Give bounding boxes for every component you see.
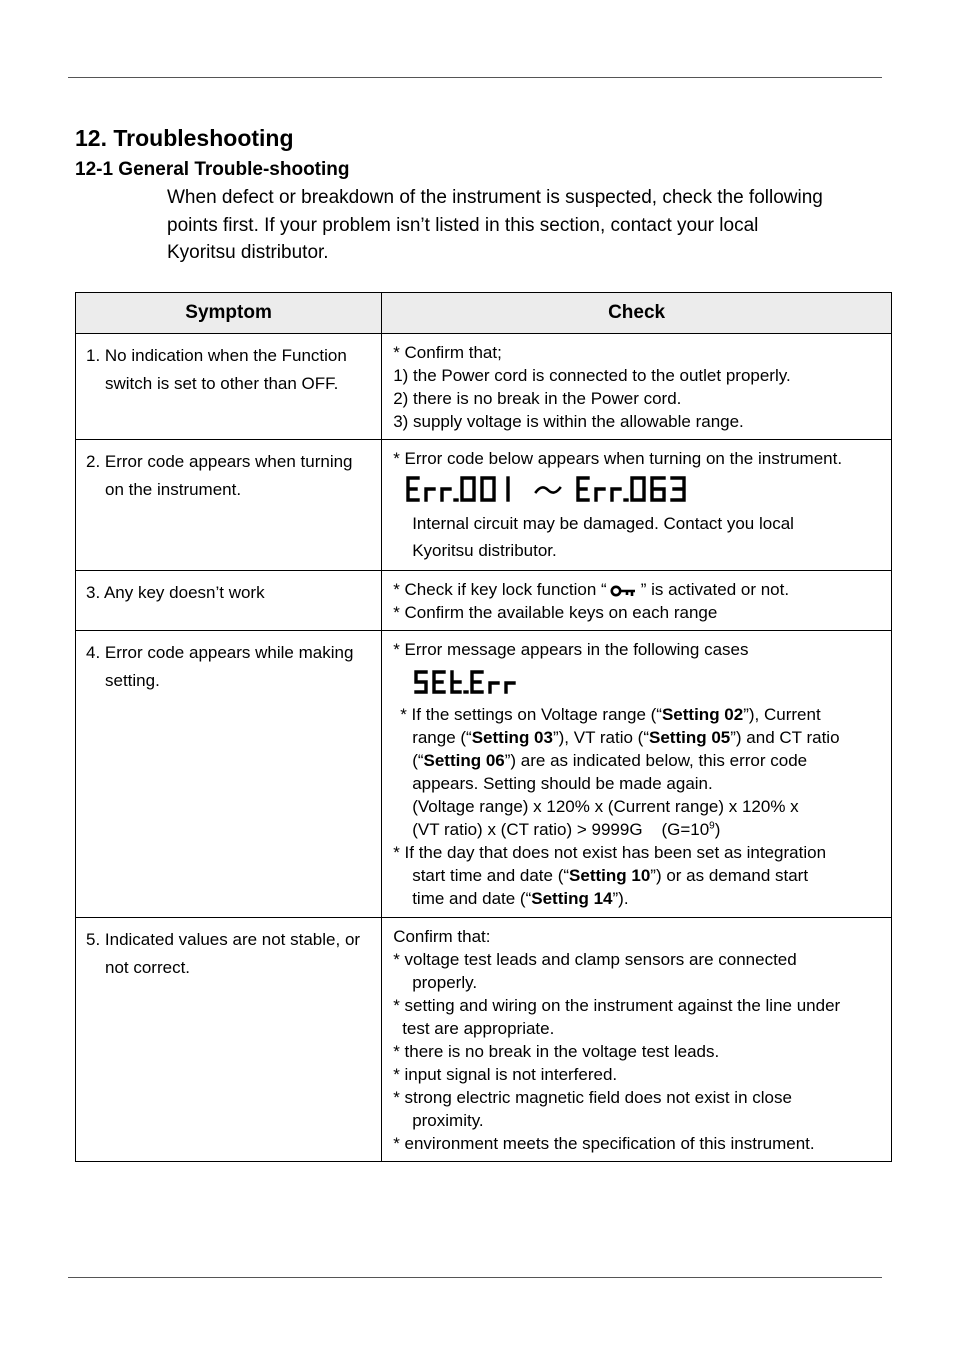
check-item: * setting and wiring on the instrument against the line under [393,996,841,1015]
check-cell [382,571,892,631]
check-bullet-settings: * If the settings on Voltage range (“Setting 02”), Current [400,705,821,724]
table-row [76,918,892,1162]
check-item-cont: proximity. [412,1111,484,1130]
check-line: 2) there is no break in the Power cord. [393,389,682,408]
check-item-cont: properly. [412,973,478,992]
error-code-display-err001-err063 [402,472,702,508]
intro-paragraph [167,184,887,267]
troubleshooting-table [75,292,892,1162]
intro-line: When defect or breakdown of the instrument is suspected, check the following [167,187,823,208]
formula-line: (VT ratio) x (CT ratio) > 9999G $(G=10^9)$ [412,820,721,839]
check-line: time and date (“Setting 14”). [412,889,629,908]
check-line: appears. Setting should be made again. [412,774,713,793]
table-row [76,440,892,571]
header-symptom: Symptom [76,293,382,334]
check-cell [382,918,892,1162]
symptom-cell [76,918,382,1162]
check-line: * Check if key lock function “ ” is activated or not. [393,580,790,599]
symptom-text: 1. No indication when the Function switch is set to other than OFF. [86,346,347,393]
symptom-text: 3. Any key doesn’t work [86,583,265,602]
subsection-title: 12-1 General Trouble-shooting [75,159,350,180]
header-check: Check [382,293,892,334]
check-line: Confirm that: [393,927,491,946]
check-item: * there is no break in the voltage test leads. [393,1042,720,1061]
error-code-display-seterr [412,664,552,700]
check-cell [382,440,892,571]
check-line: * Confirm that; [393,343,502,362]
symptom-text: 4. Error code appears while making setting. [86,643,354,690]
symptom-text: 2. Error code appears when turning on the instrument. [86,452,353,499]
check-item: * input signal is not interfered. [393,1065,618,1084]
check-line: (“Setting 06”) are as indicated below, this error code [412,751,808,770]
symptom-cell [76,631,382,918]
check-note: Internal circuit may be damaged. Contact you local Kyoritsu distributor. [412,514,794,560]
key-lock-icon [610,584,638,598]
check-bullet-day: * If the day that does not exist has been set as integration [393,843,827,862]
check-item: * voltage test leads and clamp sensors are connected [393,950,797,969]
intro-line: Kyoritsu distributor. [167,242,329,263]
intro-line: points first. If your problem isn’t listed in this section, contact your local [167,214,759,236]
check-cell [382,334,892,440]
check-cell [382,631,892,918]
table-row [76,334,892,440]
symptom-text: 5. Indicated values are not stable, or not correct. [86,930,361,977]
symptom-cell [76,571,382,631]
bottom-rule [68,1277,882,1278]
top-rule [68,77,882,78]
check-item: * environment meets the specification of this instrument. [393,1134,815,1153]
check-line: * Error message appears in the following cases [393,640,749,659]
symptom-cell [76,334,382,440]
check-item-cont: test are appropriate. [402,1019,555,1038]
formula-line: (Voltage range) x 120% x (Current range) x 120% x [412,797,799,816]
table-row [76,631,892,918]
table-row [76,571,892,631]
symptom-cell [76,440,382,571]
table-header-row [76,293,892,334]
section-title: 12. Troubleshooting [75,125,294,151]
check-line: * Confirm the available keys on each range [393,603,718,622]
check-line: 3) supply voltage is within the allowable range. [393,412,744,431]
check-line: * Error code below appears when turning on the instrument. [393,449,843,468]
check-item: * strong electric magnetic field does not exist in close [393,1088,792,1107]
check-line: range (“Setting 03”), VT ratio (“Setting 05”) and CT ratio [412,728,840,747]
check-line: start time and date (“Setting 10”) or as demand start [412,866,809,885]
check-line: 1) the Power cord is connected to the outlet properly. [393,366,791,385]
